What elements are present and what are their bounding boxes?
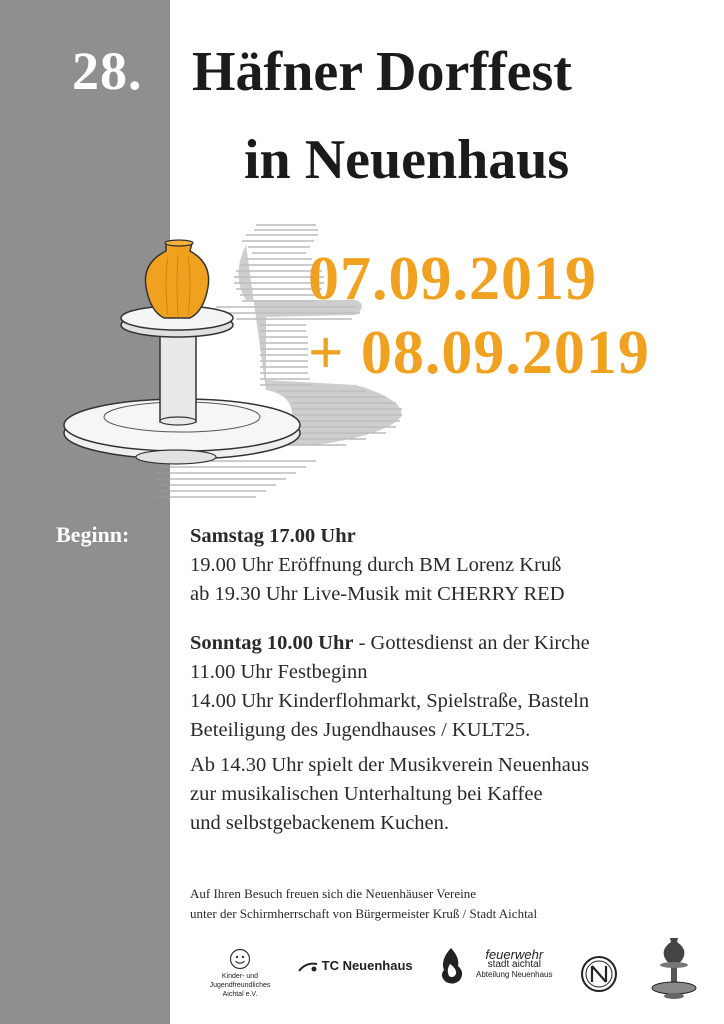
tc-text: TC Neuenhaus (321, 958, 413, 973)
kiju-logo (192, 948, 288, 999)
tc-logo (298, 958, 413, 973)
kiju-text: Kinder- und Jugendfreundliches (209, 973, 271, 989)
fire-logo-icon (436, 946, 466, 986)
fw-text: feuerwehr (485, 947, 544, 962)
grey-side-band (0, 0, 170, 1024)
sunday-heading-rest: - Gottesdienst an der Kirche (353, 632, 590, 654)
footer-line: Auf Ihren Besuch freuen sich die Neuenhäuser Vereine (190, 886, 477, 901)
club-emblem-icon (580, 954, 618, 994)
music-line: zur musikalischen Unterhaltung bei Kaffee (190, 783, 543, 805)
fw-text: Abteilung Neuenhaus (476, 970, 553, 979)
sunday-heading: Sonntag 10.00 Uhr (190, 632, 354, 654)
footer-line: unter der Schirmherrschaft von Bürgermeister Kruß / Stadt Aichtal (190, 906, 538, 921)
sunday-heading-line (190, 629, 710, 658)
edition-number: 28. (72, 41, 143, 101)
music-line: Ab 14.30 Uhr spielt der Musikverein Neuenhaus (190, 754, 590, 776)
saturday-heading: Samstag 17.00 Uhr (190, 525, 356, 547)
tennis-logo-icon (298, 961, 318, 973)
sponsor-logos (180, 930, 720, 1020)
program-text (190, 522, 710, 838)
date-line-2: + 08.09.2019 (308, 319, 650, 387)
fw-text: stadt aichtal (487, 959, 541, 970)
saturday-item: ab 19.30 Uhr Live-Musik mit CHERRY RED (190, 583, 565, 605)
footer-text (190, 884, 537, 924)
pottery-figure-logo-icon (650, 934, 700, 1006)
date-line-1: 07.09.2019 (308, 245, 597, 313)
sunday-item: Beteiligung des Jugendhauses / KULT25. (190, 719, 531, 741)
begin-label: Beginn: (56, 522, 130, 547)
kiju-text: Aichtal e.V. (222, 991, 258, 998)
music-line: und selbstgebackenem Kuchen. (190, 812, 450, 834)
title-line-1: Häfner Dorffest (192, 41, 572, 103)
sunday-item: 14.00 Uhr Kinderflohmarkt, Spielstraße, Basteln (190, 690, 590, 712)
feuerwehr-logo (476, 947, 553, 980)
sunday-item: 11.00 Uhr Festbeginn (190, 661, 368, 683)
smiley-logo-icon (229, 948, 251, 970)
title-line-2: in Neuenhaus (244, 129, 570, 191)
saturday-item: 19.00 Uhr Eröffnung durch BM Lorenz Kruß (190, 554, 562, 576)
